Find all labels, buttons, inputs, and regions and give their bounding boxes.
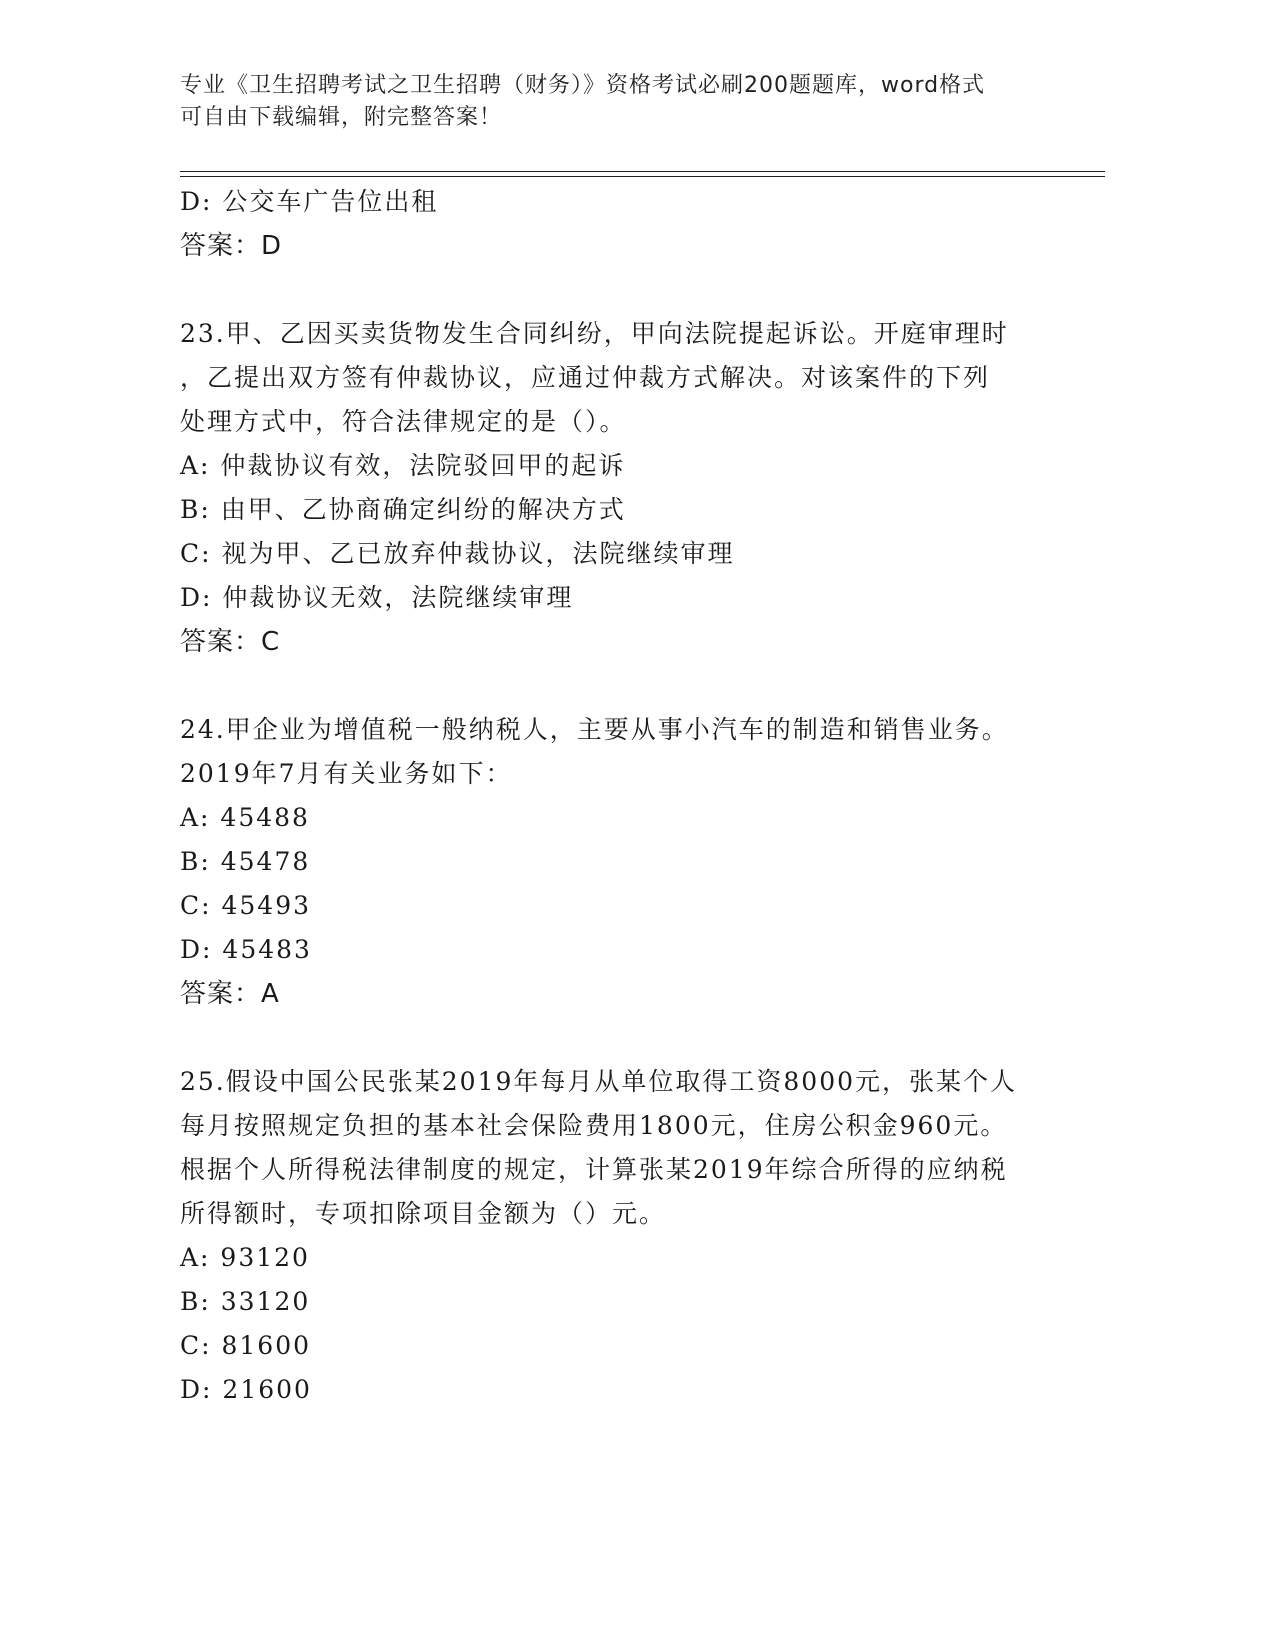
option-b: B: 45478 <box>180 847 311 876</box>
question-stem-line: 根据个人所得税法律制度的规定，计算张某2019年综合所得的应纳税 <box>180 1155 1008 1184</box>
header-rule-top <box>180 171 1105 172</box>
question-23 <box>180 312 1040 664</box>
question-stem-line: 2019年7月有关业务如下： <box>180 759 513 788</box>
option-c: C: 视为甲、乙已放弃仲裁协议，法院继续审理 <box>180 539 735 568</box>
option-a: A: 45488 <box>180 803 310 832</box>
question-stem-line: 所得额时，专项扣除项目金额为（）元。 <box>180 1199 667 1228</box>
header-rule-bottom <box>180 176 1105 177</box>
question-stem-line: 处理方式中，符合法律规定的是（）。 <box>180 407 627 436</box>
option-b: B: 由甲、乙协商确定纠纷的解决方式 <box>180 495 626 524</box>
question-24 <box>180 708 1040 1016</box>
question-stem-line: 23.甲、乙因买卖货物发生合同纠纷，甲向法院提起诉讼。开庭审理时 <box>180 319 1009 348</box>
header-line-2: 可自由下载编辑，附完整答案！ <box>180 105 503 130</box>
option-c: C: 81600 <box>180 1331 312 1360</box>
option-d: D: 21600 <box>180 1375 312 1404</box>
answer-text: 答案：D <box>180 231 283 261</box>
option-a: A: 仲裁协议有效，法院驳回甲的起诉 <box>180 451 626 480</box>
question-stem-line: 24.甲企业为增值税一般纳税人，主要从事小汽车的制造和销售业务。 <box>180 715 1009 744</box>
document-body <box>180 180 1040 1412</box>
option-d: D: 仲裁协议无效，法院继续审理 <box>180 583 574 612</box>
question-22-tail <box>180 180 1040 268</box>
option-d: D: 公交车广告位出租 <box>180 187 439 216</box>
document-header <box>180 70 1080 134</box>
answer-text: 答案：C <box>180 627 281 657</box>
question-stem-line: 25.假设中国公民张某2019年每月从单位取得工资8000元，张某个人 <box>180 1067 1018 1096</box>
header-line-1: 专业《卫生招聘考试之卫生招聘（财务）》资格考试必刷200题题库，word格式 <box>180 73 986 98</box>
question-stem-line: ，乙提出双方签有仲裁协议，应通过仲裁方式解决。对该案件的下列 <box>180 363 991 392</box>
spacer <box>180 1016 1040 1060</box>
answer-text: 答案：A <box>180 979 280 1009</box>
option-b: B: 33120 <box>180 1287 311 1316</box>
question-25 <box>180 1060 1040 1412</box>
option-a: A: 93120 <box>180 1243 310 1272</box>
spacer <box>180 664 1040 708</box>
spacer <box>180 268 1040 312</box>
option-d: D: 45483 <box>180 935 312 964</box>
question-stem-line: 每月按照规定负担的基本社会保险费用1800元，住房公积金960元。 <box>180 1111 1008 1140</box>
option-c: C: 45493 <box>180 891 312 920</box>
